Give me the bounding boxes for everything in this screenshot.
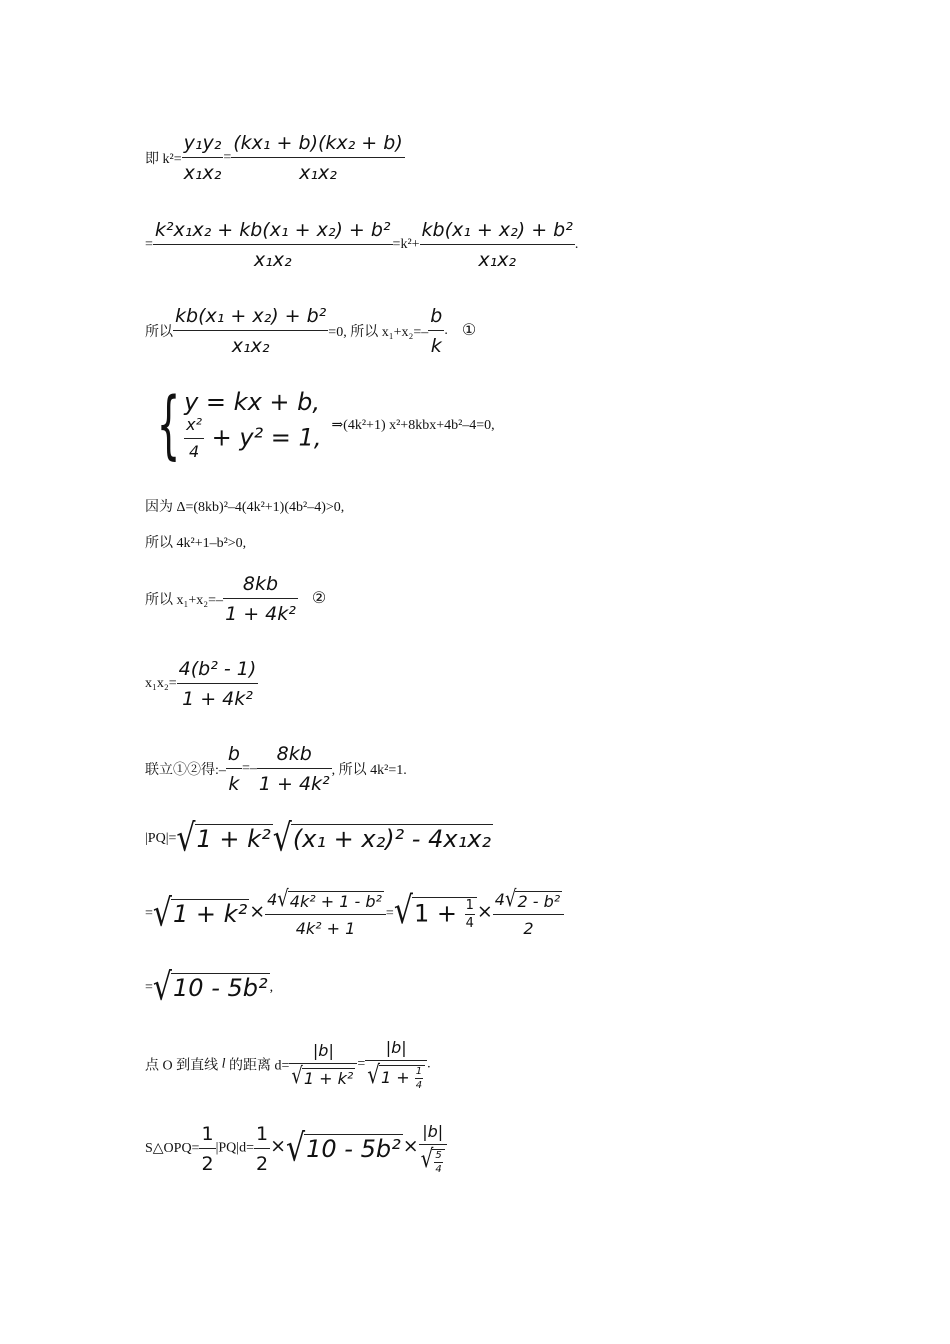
- sqrt-distance: √ (x₁ + x₂)² - 4x₁x₂: [272, 816, 492, 861]
- equation-marker-1: ①: [461, 321, 477, 339]
- fraction-root-2-minus-b2: 4 √ 2 - b² 2: [493, 890, 564, 938]
- fraction-expanded: $\frac{\text{k²x₁x₂ + kb(x₁ + x₂) + b²}}{\text{x₁x₂}}$: [154, 219, 391, 271]
- fraction-half: $\frac{1}{2}$: [255, 1122, 269, 1175]
- line-expanded: = $\frac{\text{k²x₁x₂ + kb(x₁ + x₂) + b²}}{\text{x₁x₂}}$ =k²+ $\frac{\text{kb(x₁ + x₂) + b²}}{\text{x₁x₂}}$ .: [145, 219, 579, 271]
- system-result: ⇒(4k²+1) x²+8kbx+4b²–4=0,: [331, 417, 495, 433]
- line-pq-result: = √ 10 - 5b² ,: [145, 965, 274, 1010]
- equation-marker-2: ②: [311, 589, 327, 607]
- line-vieta-sum: 所以 x₁+x₂=– $\frac{8kb}{\text{1 + 4k²}}$ ②: [145, 573, 327, 625]
- fraction-abs-b-over-root: |b| √ 1 + k²: [289, 1041, 357, 1089]
- fraction-root-discriminant: 4 √ 4k² + 1 - b² 4k² + 1: [265, 890, 386, 938]
- fraction-8kb: $\frac{8kb}{\text{1 + 4k²}}$: [225, 573, 296, 625]
- line-sum-relation: 所以 $\frac{\text{kb(x₁ + x₂) + b²}}{\text{x₁x₂}}$ =0, 所以 x₁+x₂=– $\frac{b}{k}$ . ①: [145, 305, 477, 357]
- left-brace: {: [156, 382, 181, 468]
- sqrt-10-minus-5b2: √ 10 - 5b²: [152, 965, 268, 1010]
- line-distance: 点 O 到直线 l 的距离 d= |b| √ 1 + k² = |b| √ 1 + $\frac{1}{4}$ .: [145, 1038, 431, 1091]
- fraction-y1y2-over-x1x2: $\frac{\text{y₁y₂}}{\text{x₁x₂}}$: [183, 132, 222, 184]
- fraction-x2-over-4: $\frac{\text{x²}}{4}$: [186, 415, 202, 461]
- fraction-b-over-k: $\frac{b}{k}$: [430, 305, 443, 357]
- fraction-b-over-k: $\frac{b}{k}$: [227, 743, 240, 795]
- line-k-squared: 即 k²= $\frac{\text{y₁y₂}}{\text{x₁x₂}}$ = $\frac{\text{(kx₁ + b)(kx₂ + b)}}{\text{x₁x₂}}$: [145, 132, 403, 184]
- line-combine: 联立①②得:– $\frac{b}{k}$ =– $\frac{8kb}{\text{1 + 4k²}}$ , 所以 4k²=1.: [145, 743, 407, 795]
- fraction-product-over-x1x2: $\frac{\text{(kx₁ + b)(kx₂ + b)}}{\text{x₁x₂}}$: [233, 132, 403, 184]
- line-vieta-product: x₁x₂= $\frac{\text{4(b² - 1)}}{\text{1 + 4k²}}$: [145, 658, 257, 710]
- line-pq-length: |PQ|= √ 1 + k² √ (x₁ + x₂)² - 4x₁x₂: [145, 816, 492, 861]
- sqrt-10-minus-5b2: √ 10 - 5b²: [285, 1126, 401, 1170]
- fraction-zero: $\frac{\text{kb(x₁ + x₂) + b²}}{\text{x₁x₂}}$: [175, 305, 327, 357]
- sqrt-1-plus-k2: √ 1 + k²: [176, 816, 271, 861]
- equation-system: { y = kx + b, $\frac{\text{x²}}{4}$ + y² = 1,: [156, 382, 322, 468]
- line-pq-simplify: = √ 1 + k² × 4 √ 4k² + 1 - b² 4k² + 1 = √ 1 + $\frac{1}{4}$ × 4 √ 2 - b² 2: [145, 890, 564, 938]
- fraction-abs-b-over-root-five-quarters: |b| √ $\frac{5}{4}$: [419, 1122, 447, 1175]
- fraction-product: $\frac{\text{4(b² - 1)}}{\text{1 + 4k²}}$: [178, 658, 257, 710]
- sqrt-1-plus-k2: √ 1 + k²: [152, 891, 248, 935]
- fraction-remainder: $\frac{\text{kb(x₁ + x₂) + b²}}{\text{x₁x₂}}$: [421, 219, 573, 271]
- sqrt-1-plus-quarter: √ 1 + $\frac{1}{4}$: [394, 897, 477, 931]
- line-system: [145, 382, 495, 468]
- text-prefix: 即 k²=: [145, 152, 182, 167]
- line-inequality: 所以 4k²+1–b²>0,: [145, 536, 247, 551]
- fraction-half: $\frac{1}{2}$: [201, 1122, 214, 1175]
- fraction-abs-b-over-root-quarter: |b| √ 1 + $\frac{1}{4}$: [365, 1038, 427, 1091]
- line-area: S△OPQ= $\frac{1}{2}$ |PQ|d= $\frac{1}{2}$ × √ 10 - 5b² × |b| √ $\frac{5}{4}$: [145, 1122, 447, 1175]
- line-discriminant: 因为 Δ=(8kb)²–4(4k²+1)(4b²–4)>0,: [145, 500, 345, 515]
- fraction-8kb: $\frac{8kb}{\text{1 + 4k²}}$: [258, 743, 330, 795]
